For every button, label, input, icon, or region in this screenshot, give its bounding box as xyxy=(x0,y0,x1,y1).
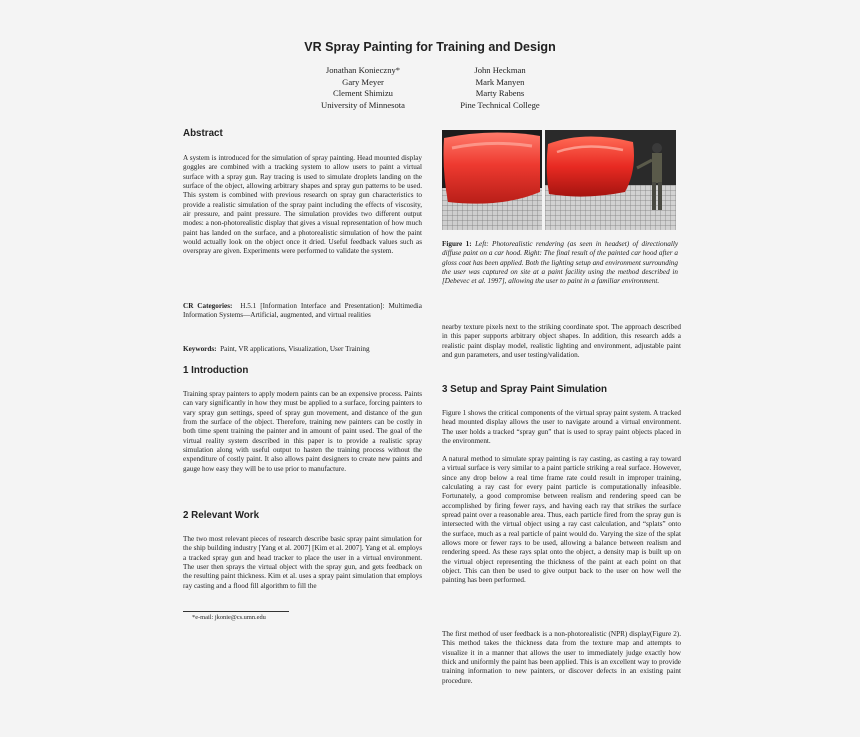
figure-1-caption-text: Left: Photorealistic rendering (as seen in headset) of directionally diffuse paint on a car hood. Right: The final result of the painted car hood after a gloss coat has been applied. Both the lighting setup and environment surrounding the user was captured on site at a paint facility using the method described in [Debevec et al. 1997], allowing the user to paint in a familiar environment. xyxy=(442,240,679,286)
section-1-heading: 1 Introduction xyxy=(183,365,249,376)
authors-right xyxy=(446,65,554,111)
footnote-rule xyxy=(183,611,289,612)
section-3-para-1: Figure 1 shows the critical components of the virtual spray paint system. A tracked head mounted display allows the user to navigate around a virtual environment. The user holds a tracked “spray gun” that is used to spray paint objects placed in the environment. xyxy=(442,409,681,446)
cr-label: CR Categories: xyxy=(183,302,233,310)
author-affiliation: University of Minnesota xyxy=(320,99,406,110)
author-name: Mark Manyen xyxy=(475,76,525,87)
section-2-continued: nearby texture pixels next to the striking coordinate spot. The approach described in this paper supports arbitrary object shapes. In addition, this research adds a realistic paint display model, realistic lighting and environment, adjustable paint and gun parameters, and user testing/validation. xyxy=(442,323,681,360)
section-2-body: The two most relevant pieces of research describe basic spray paint simulation for the ship building industry [Yang et al. 2007] [Kim et al. 2007]. Yang et al. employs a tracked spray gun and head tracker to place the user in a virtual environment. The user then sprays the virtual object with the spray gun, and gets feedback on the resulting paint thickness. Kim et al. uses a spray paint simulation that employs ray casting and a flood fill algorithm to fill the xyxy=(183,535,422,590)
author-name: Marty Rabens xyxy=(475,88,525,98)
author-name: Jonathan Konieczny* xyxy=(325,65,401,75)
keywords xyxy=(183,345,422,354)
section-3-para-3: The first method of user feedback is a non-photorealistic (NPR) display(Figure 2). This method takes the thickness data from the texture map and attempts to visualize it in a manner that allows the user to immediately judge exactly how thick and uniformly the paint has been applied. This is an excellent way to provide training information to new painters, or discover defects in an existing paint procedure. xyxy=(442,630,681,685)
authors-left xyxy=(300,65,426,111)
figure-1-right-image xyxy=(545,130,676,230)
keywords-body: Paint, VR applications, Visualization, User Training xyxy=(220,345,370,353)
figure-1-label: Figure 1: xyxy=(442,240,472,248)
figure-1-caption xyxy=(442,240,678,287)
author-name: John Heckman xyxy=(474,65,526,75)
author-name: Clement Shimizu xyxy=(333,88,393,98)
footnote: *e-mail: jkonie@cs.umn.edu xyxy=(192,614,266,621)
paper-title: VR Spray Painting for Training and Design xyxy=(304,40,556,54)
abstract-heading: Abstract xyxy=(183,128,223,139)
figure-1-left-image xyxy=(442,130,542,230)
keywords-label: Keywords: xyxy=(183,345,217,353)
cr-body: H.5.1 [Information Interface and Presentation]: Multimedia Information Systems—Artificial, augmented, and virtual realities xyxy=(183,302,422,320)
section-3-heading: 3 Setup and Spray Paint Simulation xyxy=(442,384,607,395)
abstract-body: A system is introduced for the simulation of spray painting. Head mounted display goggles are combined with a tracking system to allow users to paint a virtual surface with a spray gun. Ray tracing is used to simulate droplets landing on the surface of the object, allowing arbitrary shapes and spray gun patterns to be used. This system is combined with previous research on spray gun characteristics to provide a realistic simulation of the spray paint including the effects of viscosity, air pressure, and paint pressure. The simulation provides two different output modes: a non-photorealistic display that gives a visual representation of how much paint has landed on the surface, and a photorealistic simulation of how the paint would actually look on the object once it dried. Useful feedback values such as overspray are given. Experiments were performed to validate the system. xyxy=(183,154,422,256)
author-affiliation: Pine Technical College xyxy=(460,99,540,110)
cr-categories xyxy=(183,302,422,321)
author-name: Gary Meyer xyxy=(342,76,384,87)
section-3-para-2: A natural method to simulate spray painting is ray casting, as casting a ray toward a virtual surface is very similar to a paint particle striking a real surface. However, since any drop below a real time frame rate could result in improper training, calculating a ray cast for every paint particle is computationally infeasible. Fortunately, a good compromise between realism and rendering speed can be accomplished by firing fewer rays, and having each ray that strikes the surface spread paint over a reasonable area. Thus, each particle fired from the spray gun is intersected with the virtual object using a ray cast calculation, and “splats” onto the surface, much as a real particle of paint would do. Varying the size of the splat allows more or fewer rays to be used, allowing a balance between realism and rendering speed. As these rays splat onto the object, a density map is built up on the virtual object representing the thickness of the paint at each point on that object. This can then be used to give output back to the user on how well the painting has been performed. xyxy=(442,455,681,585)
section-1-body: Training spray painters to apply modern paints can be an expensive process. Paints can vary significantly in how they must be applied to a surface, forcing painters to vary spray gun settings, speed of spray gun movement, and distance of the gun from the surface of the object. Therefore, training new painters can be costly in both time spent training the painter and in amount of paint used. The goal of the virtual reality system described in this paper is to provide a realistic spray simulation along with useful output to hasten the training process without the expenditure of costly paint. It also allows paint designers to create new paints and gauge how easy they will be to use prior to manufacture. xyxy=(183,390,422,473)
section-2-heading: 2 Relevant Work xyxy=(183,510,260,521)
